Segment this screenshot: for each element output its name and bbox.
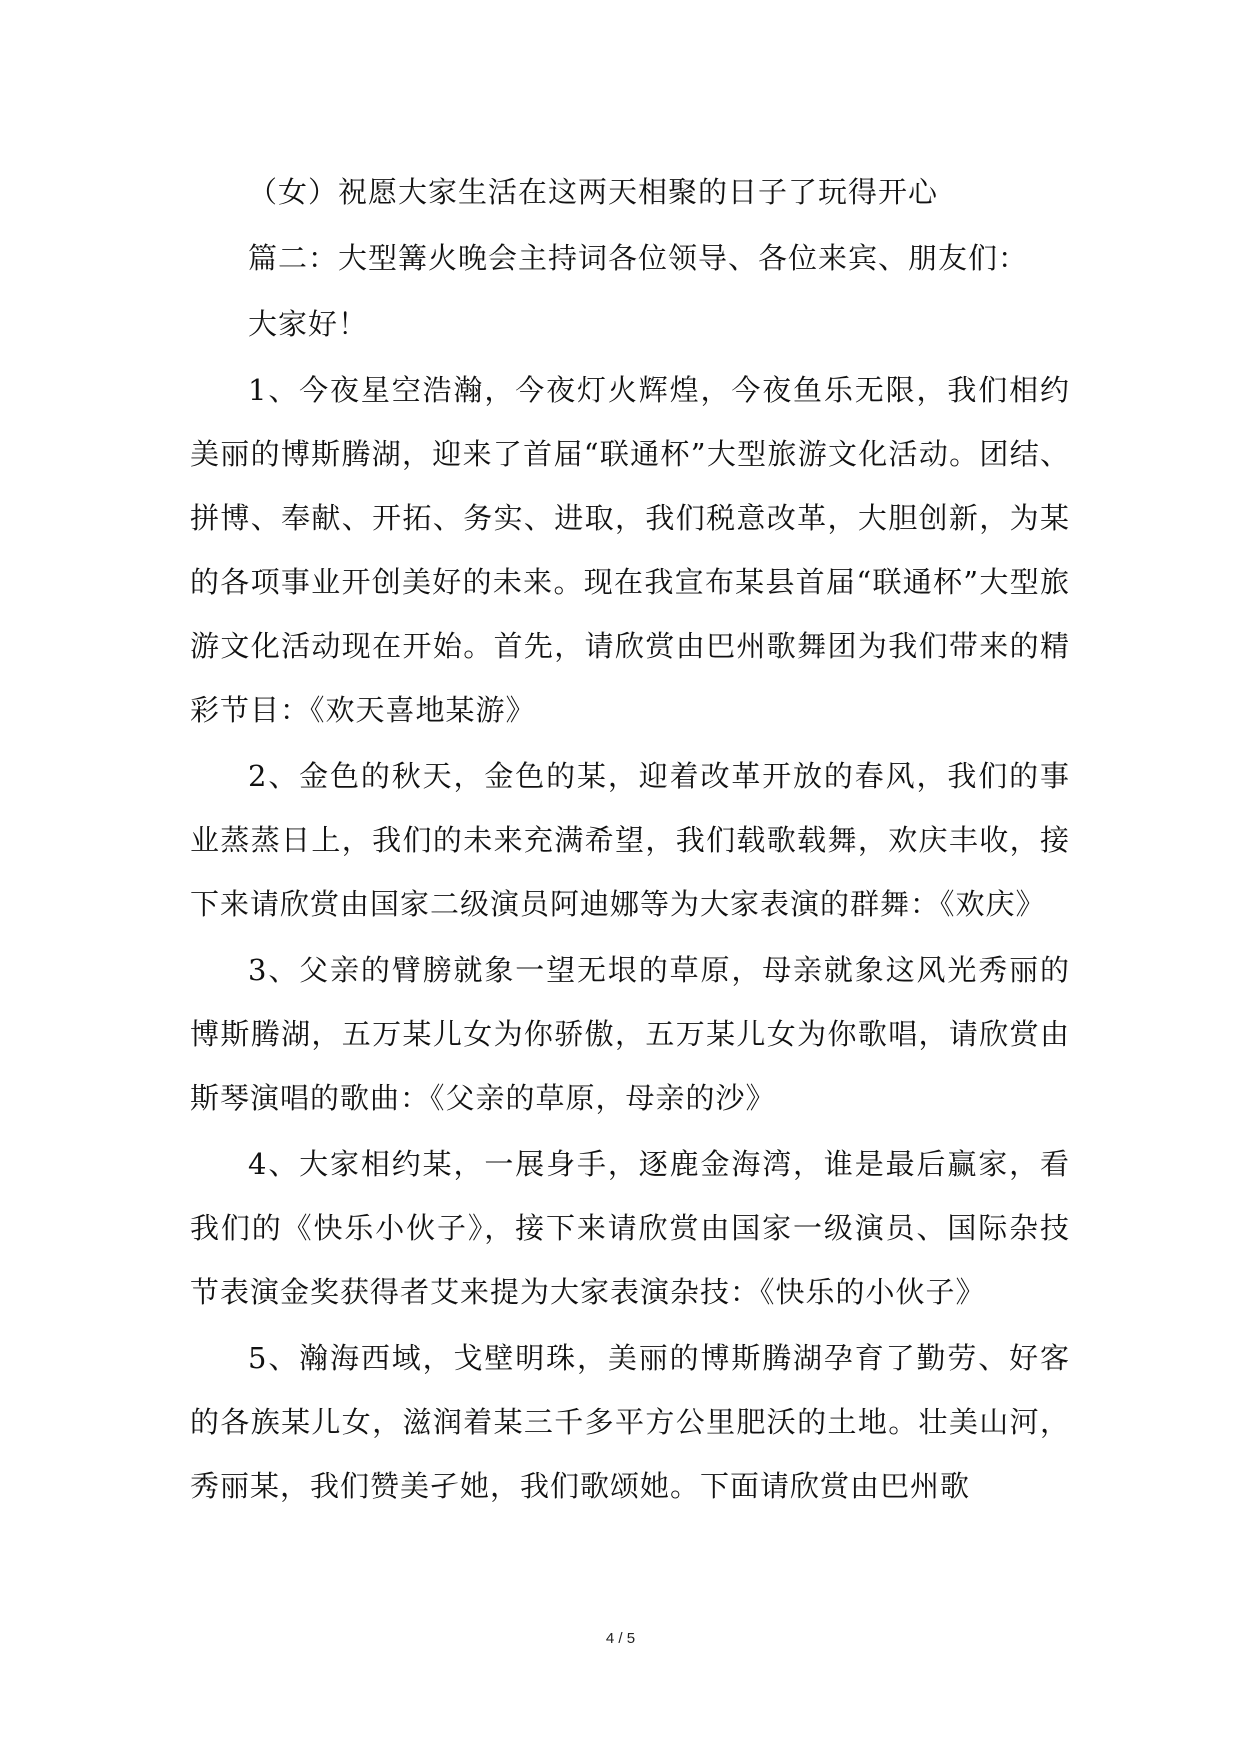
page-number: 4 / 5 <box>605 1630 636 1647</box>
body-text <box>190 160 1070 1520</box>
paragraph: 3、父亲的臂膀就象一望无垠的草原，母亲就象这风光秀丽的博斯腾湖，五万某儿女为你骄傲，五万某儿女为你歌唱，请欣赏由斯琴演唱的歌曲：《父亲的草原，母亲的沙》 <box>190 953 1070 1115</box>
paragraph: 1、今夜星空浩瀚，今夜灯火辉煌，今夜鱼乐无限，我们相约美丽的博斯腾湖，迎来了首届“联通杯”大型旅游文化活动。团结、拼博、奉献、开拓、务实、进取，我们税意改革，大胆创新，为某的各项事业开创美好的未来。现在我宣布某县首届“联通杯”大型旅游文化活动现在开始。首先，请欣赏由巴州歌舞团为我们带来的精彩节目：《欢天喜地某游》 <box>190 373 1070 727</box>
paragraph: 篇二：大型篝火晚会主持词各位领导、各位来宾、朋友们： <box>248 241 1029 275</box>
paragraph: 大家好！ <box>248 307 369 341</box>
paragraph: 2、金色的秋天，金色的某，迎着改革开放的春风，我们的事业蒸蒸日上，我们的未来充满希望，我们载歌载舞，欢庆丰收，接下来请欣赏由国家二级演员阿迪娜等为大家表演的群舞：《欢庆》 <box>190 759 1070 921</box>
paragraph: 4、大家相约某，一展身手，逐鹿金海湾，谁是最后赢家，看我们的《快乐小伙子》，接下来请欣赏由国家一级演员、国际杂技节表演金奖获得者艾来提为大家表演杂技：《快乐的小伙子》 <box>190 1147 1070 1309</box>
paragraph: （女）祝愿大家生活在这两天相聚的日子了玩得开心 <box>248 175 939 209</box>
paragraph: 5、瀚海西域，戈壁明珠，美丽的博斯腾湖孕育了勤劳、好客的各族某儿女，滋润着某三千多平方公里肥沃的土地。壮美山河，秀丽某，我们赞美孑她，我们歌颂她。下面请欣赏由巴州歌 <box>190 1341 1070 1503</box>
